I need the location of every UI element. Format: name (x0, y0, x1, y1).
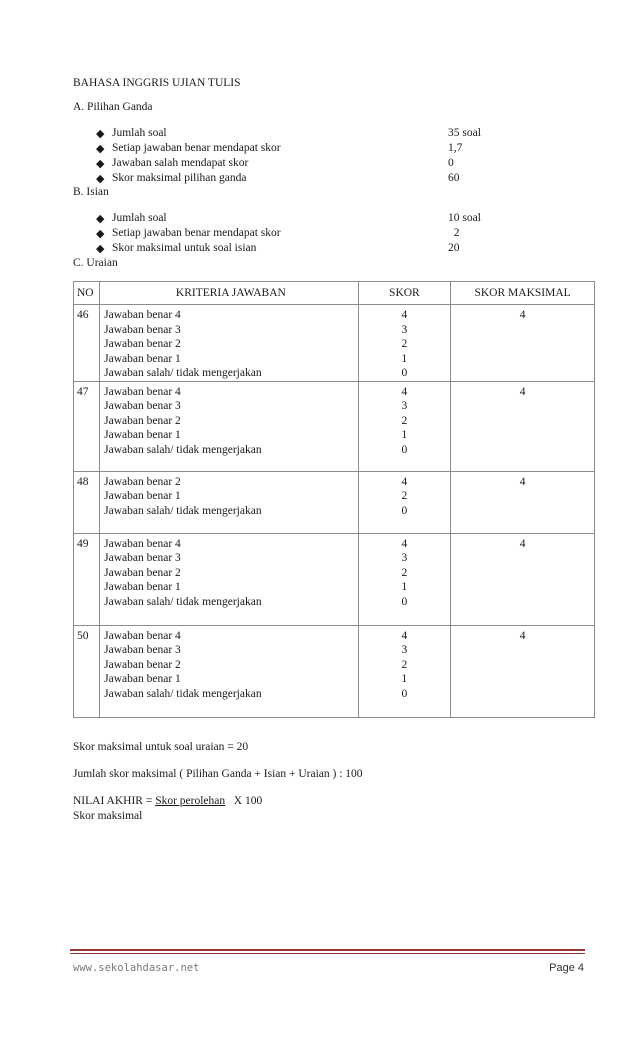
score-value: 4 (401, 537, 408, 550)
section-a-heading: A. Pilihan Ganda (73, 101, 153, 113)
section-b-item-value: 2 (448, 227, 460, 239)
diamond-bullet-icon: ◆ (96, 243, 105, 255)
criteria-cell (100, 305, 358, 382)
max-score-cell: 4 (451, 533, 595, 625)
section-b-item-label: Setiap jawaban benar mendapat skor (112, 227, 281, 239)
criteria-line: Jawaban benar 1 (104, 673, 181, 685)
diamond-bullet-icon: ◆ (96, 158, 105, 170)
header-max-score: SKOR MAKSIMAL (451, 282, 595, 305)
section-a-item-label: Jumlah soal (112, 127, 167, 139)
score-value: 2 (401, 338, 408, 350)
section-b-heading: B. Isian (73, 186, 109, 198)
section-a-item (96, 142, 516, 157)
header-score: SKOR (358, 282, 451, 305)
criteria-cell (100, 471, 358, 533)
section-b-item-value: 20 (448, 242, 460, 254)
document-title: BAHASA INGGRIS UJIAN TULIS (73, 77, 241, 89)
criteria-line: Jawaban benar 3 (104, 400, 181, 412)
section-a-item-label: Jawaban salah mendapat skor (112, 157, 249, 169)
score-value: 1 (401, 352, 408, 365)
section-b-item (96, 227, 516, 242)
summary-max-uraian: Skor maksimal untuk soal uraian = 20 (73, 741, 249, 753)
diamond-bullet-icon: ◆ (96, 128, 105, 140)
score-cell (358, 533, 451, 625)
section-b-item-label: Jumlah soal (112, 212, 167, 224)
criteria-cell (100, 625, 358, 717)
score-value: 0 (401, 687, 408, 700)
diamond-bullet-icon: ◆ (96, 228, 105, 240)
criteria-line: Jawaban benar 1 (104, 490, 181, 502)
score-value: 3 (401, 400, 408, 412)
criteria-cell (100, 381, 358, 471)
score-value: 2 (401, 490, 408, 502)
footer-rule-thick (70, 949, 585, 951)
score-value: 0 (401, 595, 408, 608)
section-a-item-value: 0 (448, 157, 454, 169)
max-score-cell: 4 (451, 381, 595, 471)
section-b-item (96, 212, 516, 227)
score-cell (358, 625, 451, 717)
score-value: 1 (401, 581, 408, 593)
table-row (74, 381, 595, 471)
criteria-line: Jawaban benar 3 (104, 552, 181, 564)
score-value: 3 (401, 323, 408, 336)
section-b-item-value: 10 soal (448, 212, 481, 224)
criteria-line: Jawaban salah/ tidak mengerjakan (104, 504, 262, 517)
diamond-bullet-icon: ◆ (96, 143, 105, 155)
final-score-multiplier: X 100 (233, 795, 263, 807)
criteria-line: Jawaban salah/ tidak mengerjakan (104, 367, 262, 379)
row-number: 48 (74, 471, 100, 533)
criteria-line: Jawaban benar 4 (104, 385, 181, 398)
score-value: 1 (401, 673, 408, 685)
section-a-item (96, 172, 516, 187)
section-a-item-value: 35 soal (448, 127, 481, 139)
header-criteria: KRITERIA JAWABAN (100, 282, 358, 305)
score-value: 0 (401, 367, 408, 379)
score-value: 2 (401, 566, 408, 579)
criteria-line: Jawaban benar 4 (104, 309, 181, 321)
final-score-formula (73, 795, 262, 807)
section-b-item (96, 242, 516, 257)
section-a-item-label: Skor maksimal pilihan ganda (112, 172, 247, 184)
table-row (74, 625, 595, 717)
scoring-table (73, 281, 595, 718)
max-score-cell: 4 (451, 305, 595, 382)
summary-total-max: Jumlah skor maksimal ( Pilihan Ganda + Isian + Uraian ) : 100 (73, 768, 363, 780)
criteria-line: Jawaban salah/ tidak mengerjakan (104, 443, 262, 456)
criteria-line: Jawaban benar 1 (104, 581, 181, 593)
score-value: 0 (401, 443, 408, 456)
score-value: 2 (401, 658, 408, 671)
final-score-numerator: Skor perolehan (155, 795, 226, 807)
criteria-line: Jawaban salah/ tidak mengerjakan (104, 687, 262, 700)
section-a-item-label: Setiap jawaban benar mendapat skor (112, 142, 281, 154)
score-value: 4 (401, 629, 408, 642)
row-number: 47 (74, 381, 100, 471)
footer-page-number: Page 4 (549, 962, 584, 974)
section-a-item-value: 60 (448, 172, 460, 184)
criteria-line: Jawaban benar 1 (104, 429, 181, 441)
section-a-item-value: 1,7 (448, 142, 463, 154)
score-value: 2 (401, 414, 408, 427)
score-cell (358, 381, 451, 471)
footer-site-url: www.sekolahdasar.net (73, 962, 200, 974)
final-score-denominator: Skor maksimal (73, 810, 143, 822)
score-value: 1 (401, 429, 408, 441)
max-score-cell: 4 (451, 471, 595, 533)
criteria-line: Jawaban benar 1 (104, 352, 181, 365)
criteria-line: Jawaban benar 4 (104, 629, 181, 642)
max-score-cell: 4 (451, 625, 595, 717)
score-value: 3 (401, 552, 408, 564)
footer-rule-thin (70, 953, 585, 954)
score-cell (358, 305, 451, 382)
table-row (74, 305, 595, 382)
criteria-line: Jawaban salah/ tidak mengerjakan (104, 595, 262, 608)
criteria-line: Jawaban benar 3 (104, 644, 181, 656)
section-a-item (96, 127, 516, 142)
criteria-line: Jawaban benar 2 (104, 475, 181, 488)
section-c-heading: C. Uraian (73, 257, 118, 269)
row-number: 46 (74, 305, 100, 382)
criteria-line: Jawaban benar 3 (104, 323, 181, 336)
table-row (74, 471, 595, 533)
row-number: 50 (74, 625, 100, 717)
row-number: 49 (74, 533, 100, 625)
criteria-line: Jawaban benar 2 (104, 658, 181, 671)
final-score-label: NILAI AKHIR = (73, 795, 156, 807)
criteria-line: Jawaban benar 4 (104, 537, 181, 550)
criteria-cell (100, 533, 358, 625)
table-header-row (74, 282, 595, 305)
score-value: 4 (401, 475, 408, 488)
table-row (74, 533, 595, 625)
score-cell (358, 471, 451, 533)
score-value: 0 (401, 504, 408, 517)
score-value: 3 (401, 644, 408, 656)
criteria-line: Jawaban benar 2 (104, 414, 181, 427)
score-value: 4 (401, 309, 408, 321)
diamond-bullet-icon: ◆ (96, 213, 105, 225)
criteria-line: Jawaban benar 2 (104, 566, 181, 579)
criteria-line: Jawaban benar 2 (104, 338, 181, 350)
score-value: 4 (401, 385, 408, 398)
diamond-bullet-icon: ◆ (96, 173, 105, 185)
header-no: NO (74, 282, 100, 305)
section-b-item-label: Skor maksimal untuk soal isian (112, 242, 257, 254)
section-a-item (96, 157, 516, 172)
